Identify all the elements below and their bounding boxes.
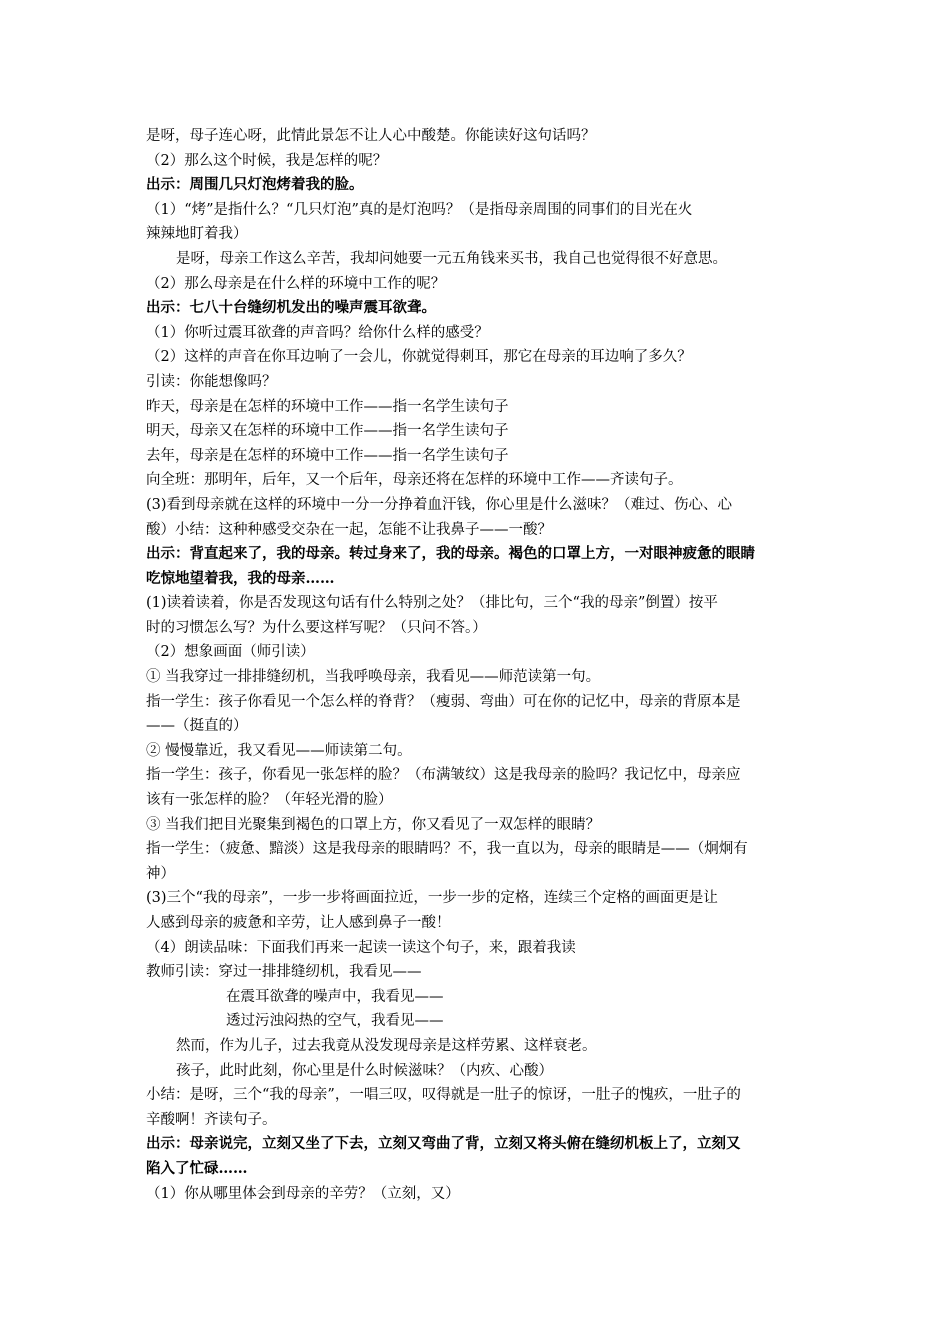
paragraph-line: 教师引读：穿过一排排缝纫机，我看见—— [146,964,422,981]
paragraph-line: 在震耳欲聋的噪声中，我看见—— [226,988,444,1005]
paragraph-line: ② 慢慢靠近，我又看见——师读第二句。 [146,742,412,759]
paragraph-line: ① 当我穿过一排排缝纫机，当我呼唤母亲，我看见——师范读第一句。 [146,669,601,686]
paragraph-line: 透过污浊闷热的空气，我看见—— [226,1013,444,1030]
paragraph-line: （1）你听过震耳欲聋的声音吗？给你什么样的感受？ [146,324,489,341]
paragraph-line: 该有一张怎样的脸？（年轻光滑的脸） [146,792,393,809]
paragraph-line: 引读：你能想像吗？ [146,373,277,390]
paragraph-line: 明天，母亲又在怎样的环境中工作——指一名学生读句子 [146,423,509,440]
paragraph-line: 是呀，母子连心呀，此情此景怎不让人心中酸楚。你能读好这句话吗？ [146,128,596,144]
paragraph-line: 孩子，此时此刻，你心里是什么时候滋味？（内疚、心酸） [176,1062,553,1079]
paragraph-line: 指一学生：孩子你看见一个怎么样的脊背？（瘦弱、弯曲）可在你的记忆中，母亲的背原本是 [146,693,741,710]
paragraph-line: 酸）小结：这种种感受交杂在一起，怎能不让我鼻子——一酸？ [146,521,552,538]
paragraph-line: ——（挺直的） [146,718,248,735]
paragraph-line: （2）那么母亲是在什么样的环境中工作的呢？ [146,275,446,292]
paragraph-line: (3)看到母亲就在这样的环境中一分一分挣着血汗钱，你心里是什么滋味？（难过、伤心、心 [146,496,733,513]
paragraph-line: 向全班：那明年，后年，又一个后年，母亲还将在怎样的环境中工作——齐读句子。 [146,472,683,489]
paragraph-line: 指一学生：孩子，你看见一张怎样的脸？（布满皱纹）这是我母亲的脸吗？我记忆中，母亲应 [146,767,741,784]
paragraph-line: 去年，母亲是在怎样的环境中工作——指一名学生读句子 [146,447,509,464]
paragraph-line: ③ 当我们把目光聚集到褐色的口罩上方，你又看见了一双怎样的眼睛？ [146,816,601,833]
paragraph-line: （2）这样的声音在你耳边响了一会儿，你就觉得刺耳，那它在母亲的耳边响了多久？ [146,349,692,366]
paragraph-line: （1）你从哪里体会到母亲的辛劳？（立刻，又） [146,1185,460,1202]
display-sentence: 陷入了忙碌…… [146,1159,248,1177]
paragraph-line: （2）想象画面（师引读） [146,644,315,661]
paragraph-line: 小结：是呀，三个“我的母亲”，一唱三叹，叹得就是一肚子的惊讶，一肚子的愧疚，一肚子的 [146,1087,741,1104]
display-sentence: 出示：背直起来了，我的母亲。转过身来了，我的母亲。褐色的口罩上方，一对眼神疲惫的眼睛 [146,545,755,563]
display-sentence: 出示：七八十台缝纫机发出的噪声震耳欲聋。 [146,299,436,317]
paragraph-line: 人感到母亲的疲惫和辛劳，让人感到鼻子一酸！ [146,915,451,931]
paragraph-line: 昨天，母亲是在怎样的环境中工作——指一名学生读句子 [146,398,509,415]
paragraph-line: 神） [146,865,175,882]
paragraph-line: （1）“烤”是指什么？“几只灯泡”真的是灯泡吗？（是指母亲周围的同事们的目光在火 [146,201,693,218]
paragraph-line: 是呀，母亲工作这么辛苦，我却问她要一元五角钱来买书，我自己也觉得很不好意思。 [176,250,727,267]
paragraph-line: （2）那么这个时候，我是怎样的呢？ [146,152,388,169]
paragraph-line: (1)读着读着，你是否发现这句话有什么特别之处？（排比句，三个“我的母亲”倒置）按平 [146,595,718,612]
display-sentence: 出示：母亲说完，立刻又坐了下去，立刻又弯曲了背，立刻又将头俯在缝纫机板上了，立刻又 [146,1135,741,1153]
paragraph-line: (3)三个“我的母亲”，一步一步将画面拉近，一步一步的定格，连续三个定格的画面更是让 [146,890,718,907]
paragraph-line: 指一学生：（疲惫、黯淡）这是我母亲的眼睛吗？不，我一直以为，母亲的眼睛是——（炯炯有 [146,841,748,858]
display-sentence: 出示：周围几只灯泡烤着我的脸。 [146,176,364,194]
paragraph-line: （4）朗读品味：下面我们再来一起读一读这个句子，来，跟着我读 [146,939,576,956]
document-page [146,124,811,1206]
paragraph-line: 然而，作为儿子，过去我竟从没发现母亲是这样劳累、这样衰老。 [176,1037,597,1054]
paragraph-line: 辣辣地盯着我） [146,226,248,243]
paragraph-line: 时的习惯怎么写？为什么要这样写呢？（只问不答。） [146,619,487,636]
display-sentence: 吃惊地望着我，我的母亲…… [146,569,335,587]
paragraph-line: 辛酸啊！齐读句子。 [146,1111,277,1128]
